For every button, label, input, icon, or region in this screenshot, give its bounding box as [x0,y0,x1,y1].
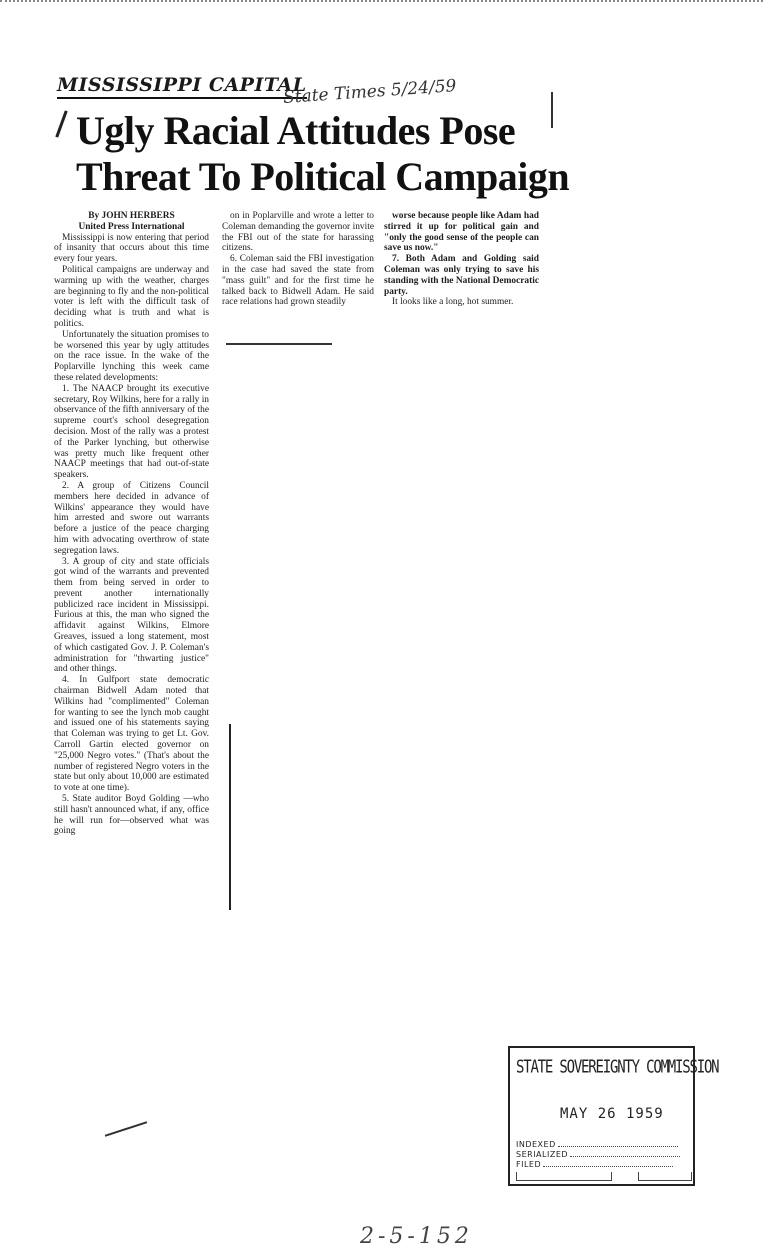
headline [76,108,596,200]
stamp-title: STATE SOVEREIGNTY COMMISSION [516,1057,719,1078]
headline-line-1: Ugly Racial Attitudes Pose [76,108,516,153]
paragraph: on in Poplarville and wrote a letter to Coleman demanding the governor invite the FBI out of the state for harassing citizens. [222,211,374,254]
margin-pen-mark [229,724,231,910]
paragraph: 5. State auditor Boyd Golding —who still hasn't announced what, if any, office he will run for—observed what was going [54,794,209,837]
pen-scribble [105,1121,147,1136]
column-end-rule [226,343,332,345]
paragraph: 2. A group of Citizens Council members here decided in advance of Wilkins' appearance they would have him arrested and swore out warrants before a justice of the peace charging him with advocating overthrow of state segregation laws. [54,480,209,556]
stamp-box [516,1172,612,1181]
stamp-field-serialized: SERIALIZED [516,1150,680,1160]
handwritten-file-number: 2-5-152 [360,1224,473,1249]
paragraph: 3. A group of city and state officials got wind of the warrants and prevented them from being served in order to prevent another internationally publicized race incident in Mississippi. Furious at this, the man who signed the affidavit against Wilkins, Elmore Greaves, issued a long statement, most of which castigated Gov. J. P. Coleman's administration for "thwarting justice" and other things. [54,556,209,675]
pen-mark [55,110,67,137]
paragraph: Unfortunately the situation promises to be worsened this year by ugly attitudes on the race issue. In the wake of the Poplarville lynching this week came these related developments: [54,329,209,383]
paragraph: Mississippi is now entering that period of insanity that occurs about this time every four years. [54,232,209,265]
wire-service: United Press International [78,221,185,232]
paragraph: 1. The NAACP brought its executive secretary, Roy Wilkins, here for a rally in observance of the fifth anniversary of the supreme court's school desegregation decision. Most of the rally was a protest of the Parker lynching, but otherwise was pretty much like frequent other NAACP meetings that had out-of-state speakers. [54,383,209,481]
stamp-field-indexed: INDEXED [516,1140,680,1150]
paragraph: 6. Coleman said the FBI investigation in the case had saved the state from "mass guilt" and for the first time he talked back to Bidwell Adam. He said race relations had grown steadily [222,254,374,308]
paragraph: Political campaigns are underway and warming up with the weather, charges are beginning to fly and the non-political voter is left with the difficult task of deciding what is truth and what is politics. [54,264,209,329]
article-column-1 [54,211,209,837]
paragraph: It looks like a long, hot summer. [392,297,514,308]
paragraph: 4. In Gulfport state democratic chairman Bidwell Adam noted that Wilkins had "complimented" Coleman for wanting to see the lynch mob caught and issued one of his statements saying that Coleman was trying to get Lt. Gov. Carroll Gartin elected governor on "25,000 Negro votes." (That's about the number of registered Negro voters in the state but only about 10,000 are estimated to vote at one time). [54,675,209,794]
stamp-box [638,1172,692,1181]
paragraph: 7. Both Adam and Golding said Coleman was only trying to save his standing with the National Democratic party. [384,254,539,297]
paragraph: worse because people like Adam had stirred it up for political gain and "only the good sense of the people can save us now." [384,211,539,254]
article-column-2 [222,211,374,308]
headline-line-2: Threat To Political Campaign [76,154,570,199]
stamp-fields [516,1140,680,1170]
stamp-field-filed: FILED [516,1160,680,1170]
article-column-3 [384,211,539,308]
byline: By JOHN HERBERS [88,211,175,221]
stamp-date: MAY 26 1959 [560,1106,664,1122]
kicker-heading: MISSISSIPPI CAPITAL [57,74,307,99]
handwritten-source-note: State Times 5/24/59 [282,75,458,109]
top-dotted-border [0,0,763,6]
commission-stamp [508,1046,719,1186]
